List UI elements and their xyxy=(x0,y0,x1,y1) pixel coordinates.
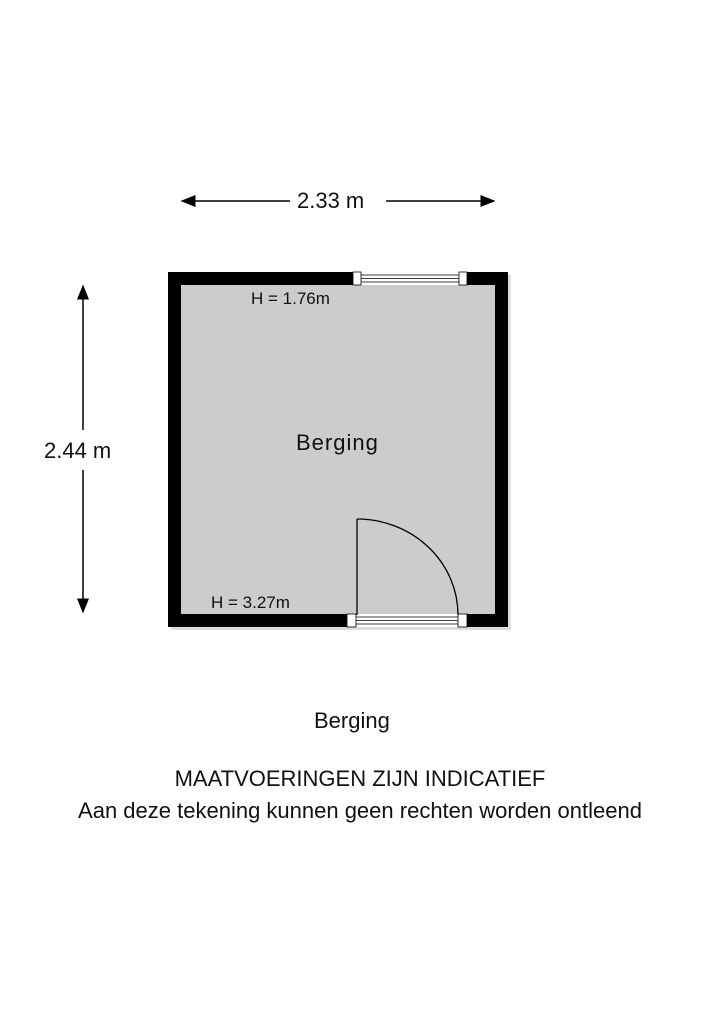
ceiling-height-bottom: H = 3.27m xyxy=(211,593,290,612)
ceiling-height-top: H = 1.76m xyxy=(251,289,330,308)
width-dimension-label: 2.33 m xyxy=(297,188,365,213)
plan-caption: Berging xyxy=(314,708,390,733)
depth-dimension-label: 2.44 m xyxy=(44,438,112,463)
room-label: Berging xyxy=(296,430,379,455)
disclaimer-line-1: MAATVOERINGEN ZIJN INDICATIEF xyxy=(174,766,546,791)
door-opening xyxy=(347,614,467,627)
disclaimer-line-2: Aan deze tekening kunnen geen rechten worden ontleend xyxy=(78,798,642,823)
window-top xyxy=(353,272,467,285)
